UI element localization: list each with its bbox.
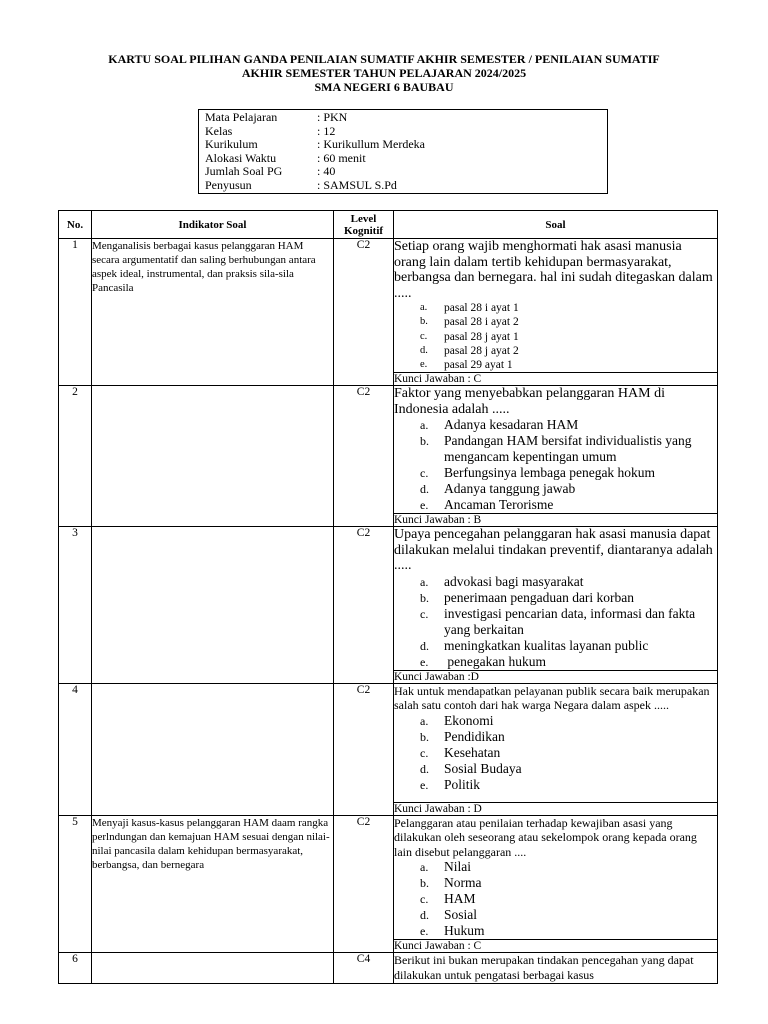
option-item: e. Ancaman Terorisme: [420, 497, 554, 513]
meta-info-box: [198, 109, 608, 194]
meta-key: Kelas: [205, 123, 233, 138]
question-text: Setiap orang wajib menghormati hak asasi manusia orang lain dalam tertib kehidupan bermasyarakat, berbangsa dan bernegara. hal ini sudah ditegaskan dalam .....: [394, 239, 713, 301]
table-row: [59, 953, 718, 984]
table-row: [59, 386, 718, 514]
meta-value: : 60 menit: [317, 150, 366, 165]
option-item: b. Pandangan HAM bersifat individualistis yang mengancam kepentingan umum: [420, 433, 692, 465]
soal-cell: [394, 683, 718, 802]
meta-row: [199, 125, 607, 139]
option-item: b. Norma: [420, 875, 482, 891]
indikator-cell: Menyaji kasus-kasus pelanggaran HAM daam rangka perlndungan dan kemajuan HAM sesuai dengan nilai-nilai pancasila dalam kehidupan bermasyarakat, berbangsa, dan bernegara: [92, 815, 334, 953]
option-item: e. penegakan hukum: [420, 653, 546, 669]
meta-key: Penyusun: [205, 177, 252, 192]
indikator-cell: Menganalisis berbagai kasus pelanggaran HAM secara argumentatif dan saling berhubungan antara aspek ideal, instrumental, dan praksis sila-sila Pancasila: [92, 239, 334, 386]
level-cell: C2: [334, 239, 394, 386]
soal-cell: [394, 239, 718, 373]
answer-key: Kunci Jawaban : C: [394, 373, 718, 386]
option-item: e. Politik: [420, 776, 481, 792]
meta-key: Mata Pelajaran: [205, 110, 278, 124]
title-line-1: KARTU SOAL PILIHAN GANDA PENILAIAN SUMATIF AKHIR SEMESTER / PENILAIAN SUMATIF: [108, 52, 660, 66]
table-row: [59, 815, 718, 940]
soal-cell: [394, 815, 718, 940]
header-no: No.: [59, 211, 92, 239]
indikator-cell: [92, 386, 334, 527]
option-item: c. HAM: [420, 891, 476, 907]
meta-key: Kurikulum: [205, 137, 258, 151]
level-cell: C2: [334, 386, 394, 527]
soal-cell: [394, 527, 718, 671]
option-item: c. investigasi pencarian data, informasi dan fakta yang berkaitan: [420, 605, 696, 637]
answer-key: Kunci Jawaban : C: [394, 940, 718, 953]
meta-row: [199, 179, 607, 193]
table-header-row: [59, 211, 718, 239]
indikator-cell: [92, 527, 334, 684]
meta-value: : 12: [317, 123, 336, 138]
option-item: b. penerimaan pengaduan dari korban: [420, 589, 635, 605]
indikator-cell: [92, 953, 334, 984]
option-item: b. Pendidikan: [420, 728, 505, 744]
option-item: a. Nilai: [420, 859, 471, 875]
option-item: a. pasal 28 i ayat 1: [420, 302, 519, 314]
row-number: 1: [59, 239, 92, 386]
question-text: Pelanggaran atau penilaian terhadap kewajiban asasi yang dilakukan oleh seseorang atau sekelompok orang kepada orang lain disebut pelanggaran ....: [394, 815, 697, 859]
options-list: [394, 574, 717, 670]
option-item: c. Kesehatan: [420, 744, 501, 760]
answer-key: Kunci Jawaban : D: [394, 802, 718, 815]
header-soal: Soal: [394, 211, 718, 239]
soal-cell: [394, 953, 718, 984]
meta-row: [199, 111, 607, 125]
question-text: Upaya pencegahan pelanggaran hak asasi manusia dapat dilakukan melalui tindakan preventif, diantaranya adalah .....: [394, 527, 713, 574]
question-table: [58, 210, 718, 984]
level-cell: C2: [334, 683, 394, 815]
option-item: d. Sosial Budaya: [420, 760, 522, 776]
option-item: d. Sosial: [420, 907, 478, 923]
question-text: Faktor yang menyebabkan pelanggaran HAM di Indonesia adalah .....: [394, 386, 665, 417]
meta-row: [199, 165, 607, 179]
row-number: 3: [59, 527, 92, 684]
meta-row: [199, 152, 607, 166]
option-item: a. Adanya kesadaran HAM: [420, 417, 579, 433]
table-row: [59, 239, 718, 373]
table-row: [59, 683, 718, 802]
header-indikator: Indikator Soal: [92, 211, 334, 239]
meta-value: : PKN: [317, 110, 348, 124]
option-item: d. meningkatkan kualitas layanan public: [420, 637, 649, 653]
question-text: Berikut ini bukan merupakan tindakan pencegahan yang dapat dilakukan untuk pengatasi berbagai kasus: [394, 953, 694, 982]
row-number: 2: [59, 386, 92, 527]
level-cell: C2: [334, 527, 394, 684]
row-number: 4: [59, 683, 92, 815]
meta-key: Alokasi Waktu: [205, 150, 277, 165]
level-cell: C2: [334, 815, 394, 953]
options-list: [394, 713, 717, 793]
header-level: Level Kognitif: [334, 211, 394, 239]
option-item: c. Berfungsinya lembaga penegak hokum: [420, 465, 656, 481]
options-list: [394, 417, 717, 513]
title-line-3: SMA NEGERI 6 BAUBAU: [314, 80, 454, 94]
indikator-cell: [92, 683, 334, 815]
meta-row: [199, 138, 607, 152]
options-list: [394, 859, 717, 939]
option-item: d. Adanya tanggung jawab: [420, 481, 576, 497]
option-item: c. pasal 28 j ayat 1: [420, 330, 519, 343]
option-item: d. pasal 28 j ayat 2: [420, 344, 519, 357]
meta-key: Jumlah Soal PG: [205, 164, 283, 178]
document-title: [60, 52, 708, 94]
table-row: [59, 527, 718, 671]
options-list: [394, 301, 717, 372]
meta-value: : SAMSUL S.Pd: [317, 177, 397, 192]
level-cell: C4: [334, 953, 394, 984]
row-number: 6: [59, 953, 92, 984]
option-item: a. Ekonomi: [420, 712, 494, 728]
option-item: b. pasal 28 i ayat 2: [420, 316, 519, 329]
soal-cell: [394, 386, 718, 514]
title-line-2: AKHIR SEMESTER TAHUN PELAJARAN 2024/2025: [241, 66, 527, 80]
row-number: 5: [59, 815, 92, 953]
meta-value: : Kurikullum Merdeka: [317, 137, 425, 151]
question-text: Hak untuk mendapatkan pelayanan publik secara baik merupakan salah satu contoh dari hak warga Negara dalam aspek .....: [394, 683, 710, 713]
option-item: a. advokasi bagi masyarakat: [420, 573, 584, 589]
answer-key: Kunci Jawaban :D: [394, 670, 718, 683]
meta-value: : 40: [317, 164, 336, 178]
answer-key: Kunci Jawaban : B: [394, 514, 718, 527]
option-item: e. Hukum: [420, 923, 485, 939]
option-item: e. pasal 29 ayat 1: [420, 359, 513, 372]
